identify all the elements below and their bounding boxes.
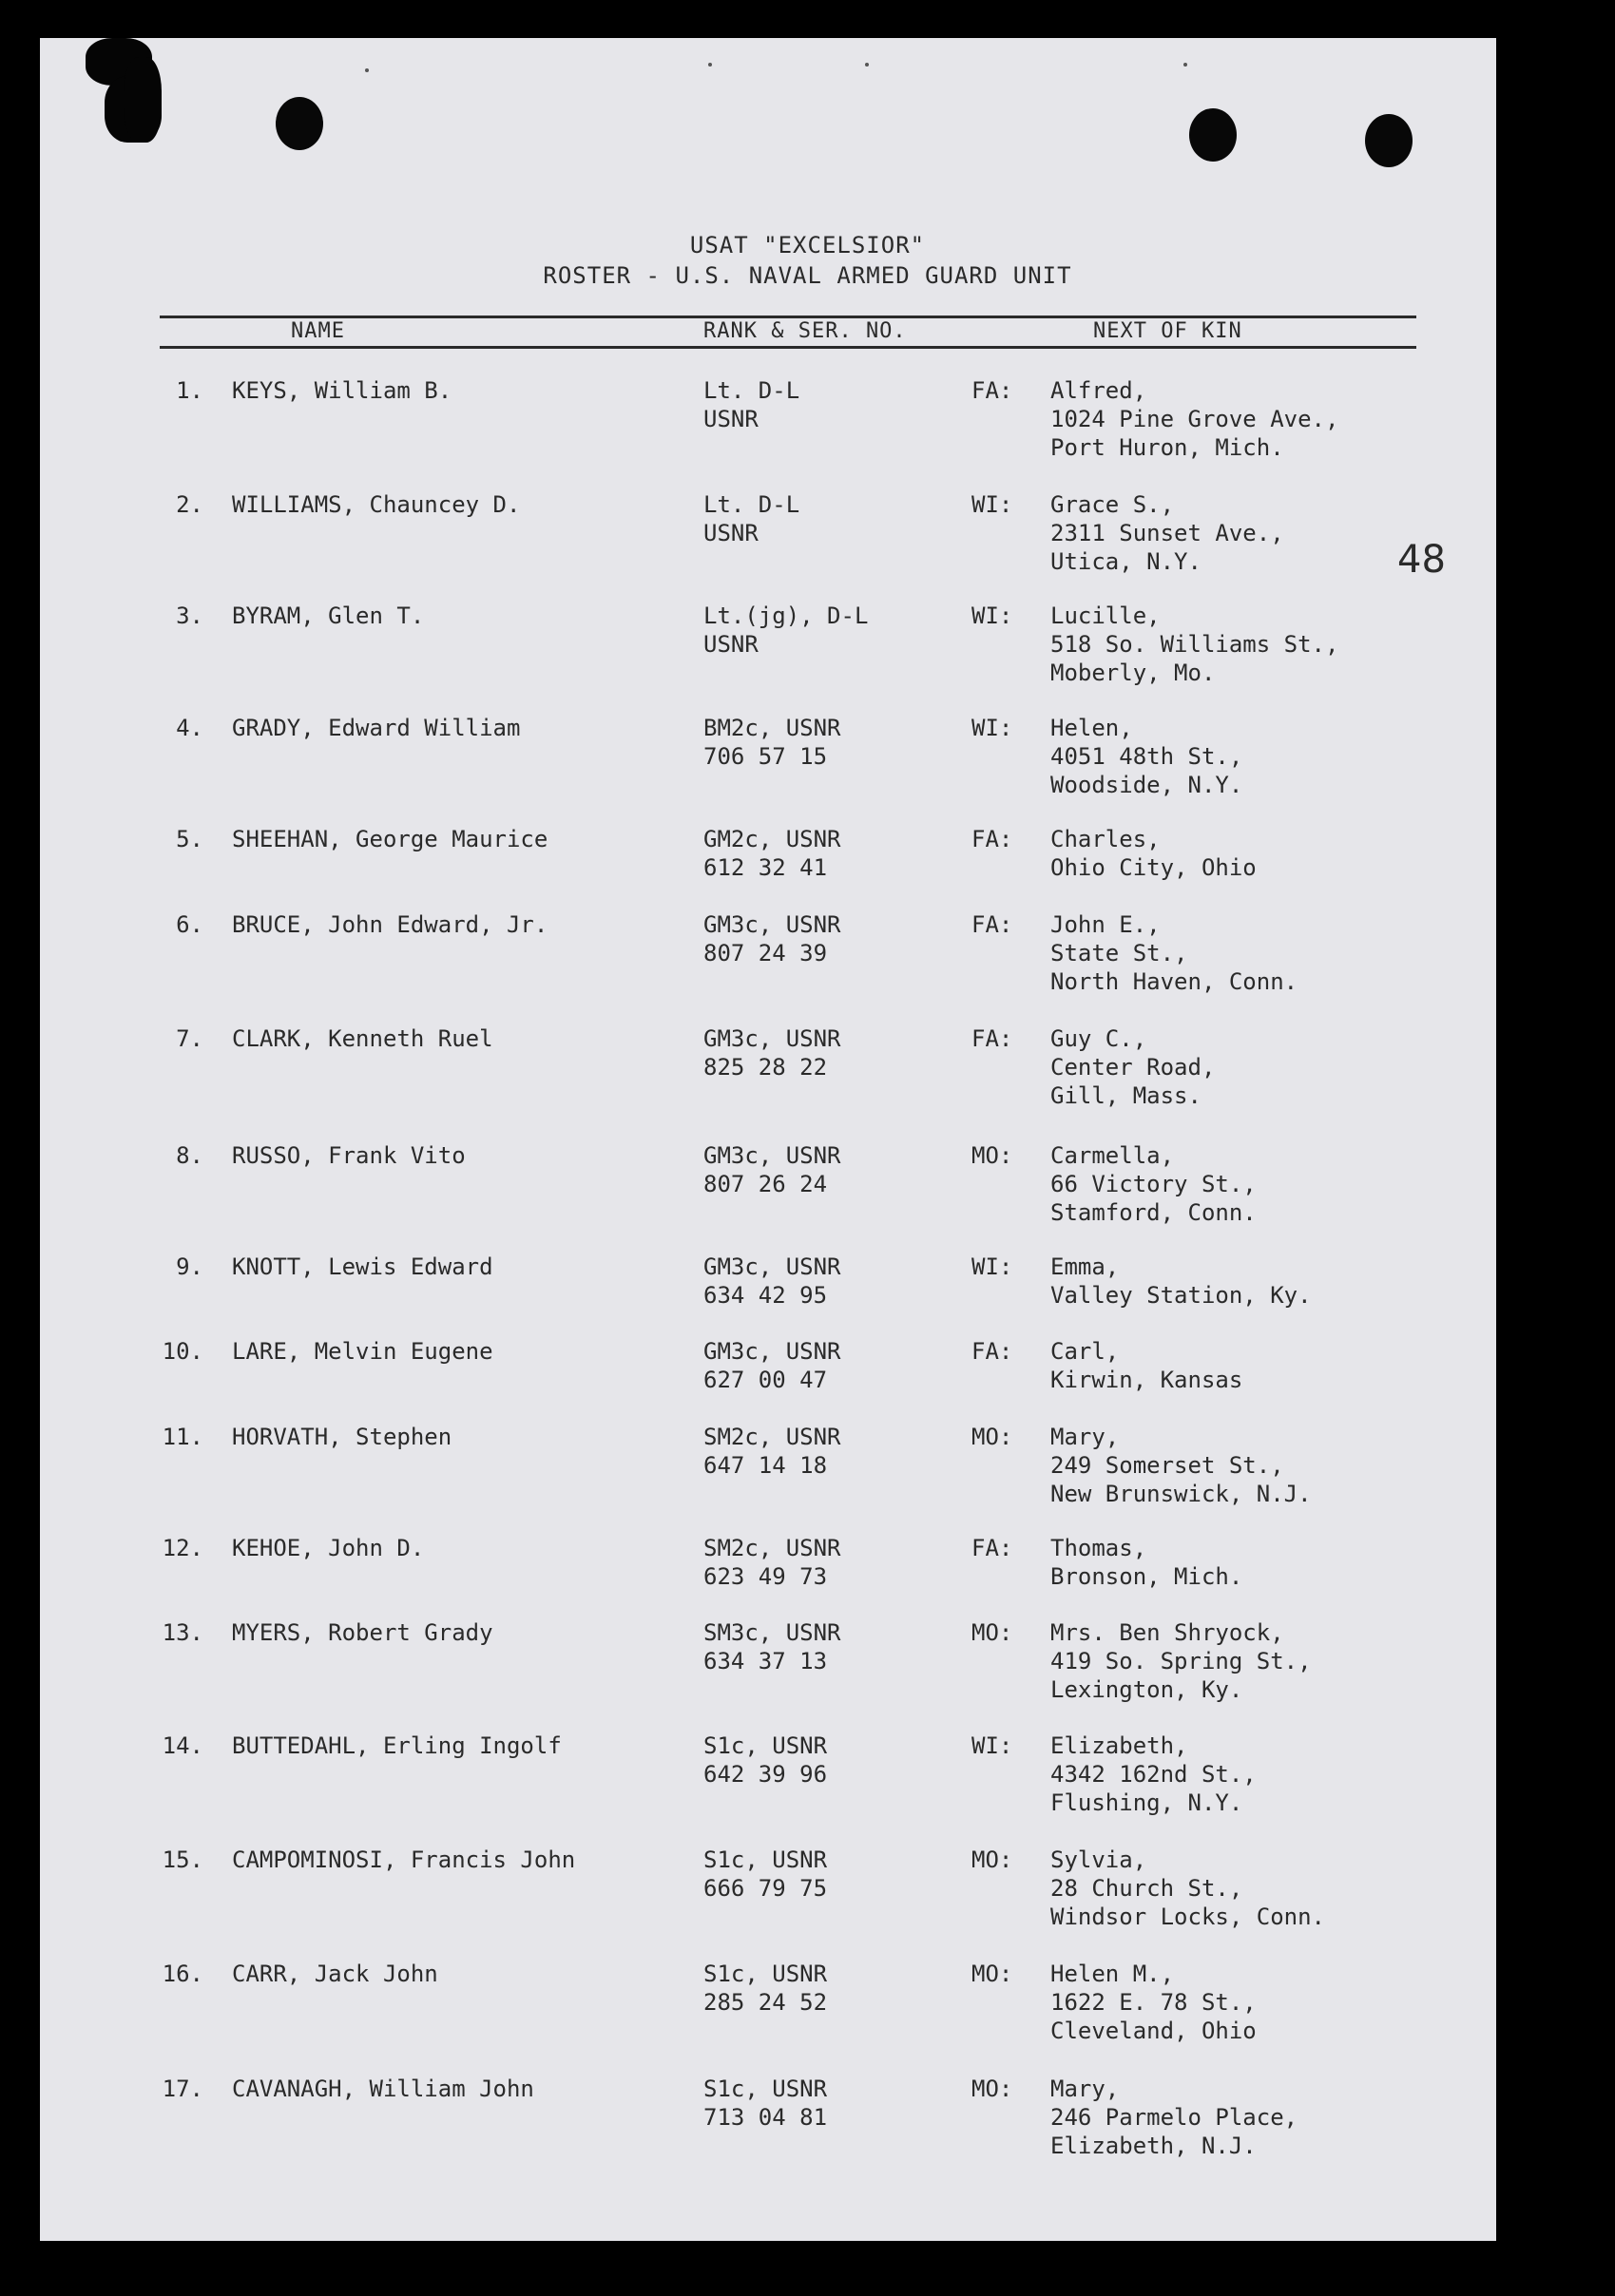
rank-line: SM3c, USNR <box>703 1619 841 1646</box>
kin-line: Bronson, Mich. <box>1050 1563 1243 1590</box>
kin-line: Port Huron, Mich. <box>1050 434 1284 461</box>
rank-line: 642 39 96 <box>703 1761 828 1788</box>
kin-line: Woodside, N.Y. <box>1050 772 1243 798</box>
rank-and-serial <box>703 1337 841 1394</box>
column-header-name: NAME <box>291 319 345 343</box>
kin-line: Carl, <box>1050 1338 1120 1365</box>
kin-line: Carmella, <box>1050 1142 1175 1169</box>
rank-line: GM3c, USNR <box>703 911 841 938</box>
rank-and-serial <box>703 1960 827 2017</box>
kin-line: Ohio City, Ohio <box>1050 854 1257 881</box>
kin-relation: MO: <box>971 1961 1013 1987</box>
kin-relation: FA: <box>971 1338 1013 1365</box>
rank-and-serial <box>703 1423 841 1480</box>
kin-line: Windsor Locks, Conn. <box>1050 1904 1325 1930</box>
rank-and-serial <box>703 825 841 882</box>
punch-hole <box>1365 114 1413 167</box>
kin-line: 4342 162nd St., <box>1050 1761 1257 1788</box>
rank-and-serial <box>703 1141 841 1198</box>
kin-relation: FA: <box>971 826 1013 852</box>
kin-relation: FA: <box>971 377 1013 404</box>
punch-hole <box>276 97 323 150</box>
member-name: RUSSO, Frank Vito <box>232 1142 466 1169</box>
member-name: KEYS, William B. <box>232 377 452 404</box>
rank-line: 285 24 52 <box>703 1989 828 2016</box>
rank-line: 807 24 39 <box>703 940 828 966</box>
member-name: LARE, Melvin Eugene <box>232 1338 493 1365</box>
rank-line: GM3c, USNR <box>703 1142 841 1169</box>
kin-line: Mary, <box>1050 2076 1120 2102</box>
rank-line: GM3c, USNR <box>703 1253 841 1280</box>
row-number: 15. <box>162 1846 203 1873</box>
member-name: KEHOE, John D. <box>232 1535 425 1561</box>
kin-line: Guy C., <box>1050 1025 1147 1052</box>
member-name: CAVANAGH, William John <box>232 2076 534 2102</box>
paper-speck <box>1183 63 1187 67</box>
rank-line: 612 32 41 <box>703 854 828 881</box>
member-name: CLARK, Kenneth Ruel <box>232 1025 493 1052</box>
kin-line: 249 Somerset St., <box>1050 1452 1284 1479</box>
kin-line: Emma, <box>1050 1253 1120 1280</box>
kin-line: John E., <box>1050 911 1161 938</box>
next-of-kin <box>1050 1732 1257 1817</box>
rank-line: SM2c, USNR <box>703 1535 841 1561</box>
kin-relation: WI: <box>971 603 1013 629</box>
kin-line: Moberly, Mo. <box>1050 660 1216 686</box>
rank-line: Lt. D-L <box>703 491 800 518</box>
kin-line: Lexington, Ky. <box>1050 1676 1243 1703</box>
kin-line: Stamford, Conn. <box>1050 1199 1257 1226</box>
member-name: CARR, Jack John <box>232 1961 438 1987</box>
row-number: 6. <box>176 911 203 938</box>
header-rule-bottom <box>160 346 1416 349</box>
rank-line: 627 00 47 <box>703 1367 828 1393</box>
member-name: MYERS, Robert Grady <box>232 1619 493 1646</box>
member-name: BRUCE, John Edward, Jr. <box>232 911 548 938</box>
rank-line: BM2c, USNR <box>703 715 841 741</box>
rank-and-serial <box>703 490 799 547</box>
next-of-kin <box>1050 1960 1257 2045</box>
rank-line: SM2c, USNR <box>703 1424 841 1450</box>
page-number: 48 <box>1397 538 1446 582</box>
kin-relation: MO: <box>971 1846 1013 1873</box>
kin-relation: FA: <box>971 911 1013 938</box>
column-header-rank: RANK & SER. NO. <box>703 319 907 343</box>
kin-line: Lucille, <box>1050 603 1161 629</box>
next-of-kin <box>1050 1253 1312 1310</box>
rank-and-serial <box>703 2075 827 2132</box>
kin-line: Kirwin, Kansas <box>1050 1367 1243 1393</box>
kin-line: 28 Church St., <box>1050 1875 1243 1902</box>
next-of-kin <box>1050 1337 1242 1394</box>
next-of-kin <box>1050 1846 1325 1931</box>
rank-line: GM2c, USNR <box>703 826 841 852</box>
rank-line: 634 42 95 <box>703 1282 828 1309</box>
roster-subtitle: ROSTER - U.S. NAVAL ARMED GUARD UNIT <box>543 262 1072 289</box>
next-of-kin <box>1050 490 1284 576</box>
row-number: 3. <box>176 603 203 629</box>
kin-relation: MO: <box>971 2076 1013 2102</box>
kin-relation: MO: <box>971 1619 1013 1646</box>
rank-line: 647 14 18 <box>703 1452 828 1479</box>
row-number: 11. <box>162 1424 203 1450</box>
kin-line: North Haven, Conn. <box>1050 968 1298 995</box>
rank-and-serial <box>703 714 841 771</box>
rank-and-serial <box>703 1846 827 1903</box>
member-name: WILLIAMS, Chauncey D. <box>232 491 521 518</box>
kin-line: 4051 48th St., <box>1050 743 1243 770</box>
paper-speck <box>708 63 712 67</box>
next-of-kin <box>1050 1141 1257 1227</box>
row-number: 16. <box>162 1961 203 1987</box>
row-number: 14. <box>162 1732 203 1759</box>
kin-line: Elizabeth, N.J. <box>1050 2133 1257 2159</box>
rank-line: 706 57 15 <box>703 743 828 770</box>
kin-line: Flushing, N.Y. <box>1050 1789 1243 1816</box>
next-of-kin <box>1050 2075 1298 2160</box>
rank-line: 807 26 24 <box>703 1171 828 1197</box>
row-number: 5. <box>176 826 203 852</box>
rank-line: S1c, USNR <box>703 1846 828 1873</box>
next-of-kin <box>1050 602 1338 687</box>
rank-and-serial <box>703 1732 827 1789</box>
next-of-kin <box>1050 1024 1215 1110</box>
kin-relation: WI: <box>971 1732 1013 1759</box>
next-of-kin <box>1050 376 1338 462</box>
rank-line: S1c, USNR <box>703 1732 828 1759</box>
kin-line: Thomas, <box>1050 1535 1147 1561</box>
rank-line: GM3c, USNR <box>703 1025 841 1052</box>
row-number: 2. <box>176 491 203 518</box>
kin-line: Utica, N.Y. <box>1050 548 1202 575</box>
rank-line: 666 79 75 <box>703 1875 828 1902</box>
member-name: KNOTT, Lewis Edward <box>232 1253 493 1280</box>
ink-stain <box>124 57 162 143</box>
rank-line: S1c, USNR <box>703 2076 828 2102</box>
kin-line: 2311 Sunset Ave., <box>1050 520 1284 546</box>
kin-line: Gill, Mass. <box>1050 1082 1202 1109</box>
next-of-kin <box>1050 1618 1312 1704</box>
kin-relation: FA: <box>971 1535 1013 1561</box>
rank-line: USNR <box>703 406 759 432</box>
header-rule-top <box>160 316 1416 318</box>
row-number: 9. <box>176 1253 203 1280</box>
next-of-kin <box>1050 910 1298 996</box>
paper-speck <box>365 68 369 72</box>
kin-relation: MO: <box>971 1142 1013 1169</box>
kin-relation: WI: <box>971 491 1013 518</box>
member-name: BUTTEDAHL, Erling Ingolf <box>232 1732 562 1759</box>
kin-line: Cleveland, Ohio <box>1050 2018 1257 2044</box>
rank-and-serial <box>703 376 799 433</box>
rank-and-serial <box>703 910 841 967</box>
rank-line: 623 49 73 <box>703 1563 828 1590</box>
kin-line: Center Road, <box>1050 1054 1216 1081</box>
kin-line: New Brunswick, N.J. <box>1050 1481 1312 1507</box>
kin-line: 518 So. Williams St., <box>1050 631 1339 658</box>
kin-line: Elizabeth, <box>1050 1732 1188 1759</box>
kin-line: Sylvia, <box>1050 1846 1147 1873</box>
next-of-kin <box>1050 825 1257 882</box>
kin-relation: WI: <box>971 1253 1013 1280</box>
kin-line: Mrs. Ben Shryock, <box>1050 1619 1284 1646</box>
kin-line: Valley Station, Ky. <box>1050 1282 1312 1309</box>
kin-relation: FA: <box>971 1025 1013 1052</box>
next-of-kin <box>1050 714 1242 799</box>
kin-line: 246 Parmelo Place, <box>1050 2104 1298 2131</box>
rank-line: 825 28 22 <box>703 1054 828 1081</box>
member-name: CAMPOMINOSI, Francis John <box>232 1846 576 1873</box>
rank-and-serial <box>703 1024 841 1081</box>
paper-speck <box>865 63 869 67</box>
rank-line: 713 04 81 <box>703 2104 828 2131</box>
column-header-kin: NEXT OF KIN <box>1093 319 1242 343</box>
row-number: 7. <box>176 1025 203 1052</box>
rank-and-serial <box>703 1253 841 1310</box>
rank-line: USNR <box>703 631 759 658</box>
kin-line: Helen, <box>1050 715 1133 741</box>
kin-line: Grace S., <box>1050 491 1175 518</box>
rank-and-serial <box>703 1534 841 1591</box>
kin-line: 1024 Pine Grove Ave., <box>1050 406 1339 432</box>
rank-line: 634 37 13 <box>703 1648 828 1674</box>
kin-relation: MO: <box>971 1424 1013 1450</box>
kin-line: State St., <box>1050 940 1188 966</box>
member-name: HORVATH, Stephen <box>232 1424 452 1450</box>
row-number: 10. <box>162 1338 203 1365</box>
row-number: 1. <box>176 377 203 404</box>
kin-line: 1622 E. 78 St., <box>1050 1989 1257 2016</box>
rank-line: USNR <box>703 520 759 546</box>
kin-line: Charles, <box>1050 826 1161 852</box>
row-number: 13. <box>162 1619 203 1646</box>
rank-line: Lt.(jg), D-L <box>703 603 869 629</box>
rank-line: GM3c, USNR <box>703 1338 841 1365</box>
next-of-kin <box>1050 1534 1242 1591</box>
member-name: GRADY, Edward William <box>232 715 521 741</box>
row-number: 12. <box>162 1535 203 1561</box>
rank-and-serial <box>703 602 868 659</box>
rank-line: S1c, USNR <box>703 1961 828 1987</box>
row-number: 17. <box>162 2076 203 2102</box>
kin-line: Alfred, <box>1050 377 1147 404</box>
punch-hole <box>1189 108 1237 162</box>
row-number: 4. <box>176 715 203 741</box>
row-number: 8. <box>176 1142 203 1169</box>
next-of-kin <box>1050 1423 1312 1508</box>
kin-relation: WI: <box>971 715 1013 741</box>
kin-line: Mary, <box>1050 1424 1120 1450</box>
roster-title: USAT "EXCELSIOR" <box>689 232 926 258</box>
rank-line: Lt. D-L <box>703 377 800 404</box>
kin-line: 419 So. Spring St., <box>1050 1648 1312 1674</box>
kin-line: 66 Victory St., <box>1050 1171 1257 1197</box>
rank-and-serial <box>703 1618 841 1675</box>
kin-line: Helen M., <box>1050 1961 1175 1987</box>
member-name: BYRAM, Glen T. <box>232 603 425 629</box>
member-name: SHEEHAN, George Maurice <box>232 826 548 852</box>
